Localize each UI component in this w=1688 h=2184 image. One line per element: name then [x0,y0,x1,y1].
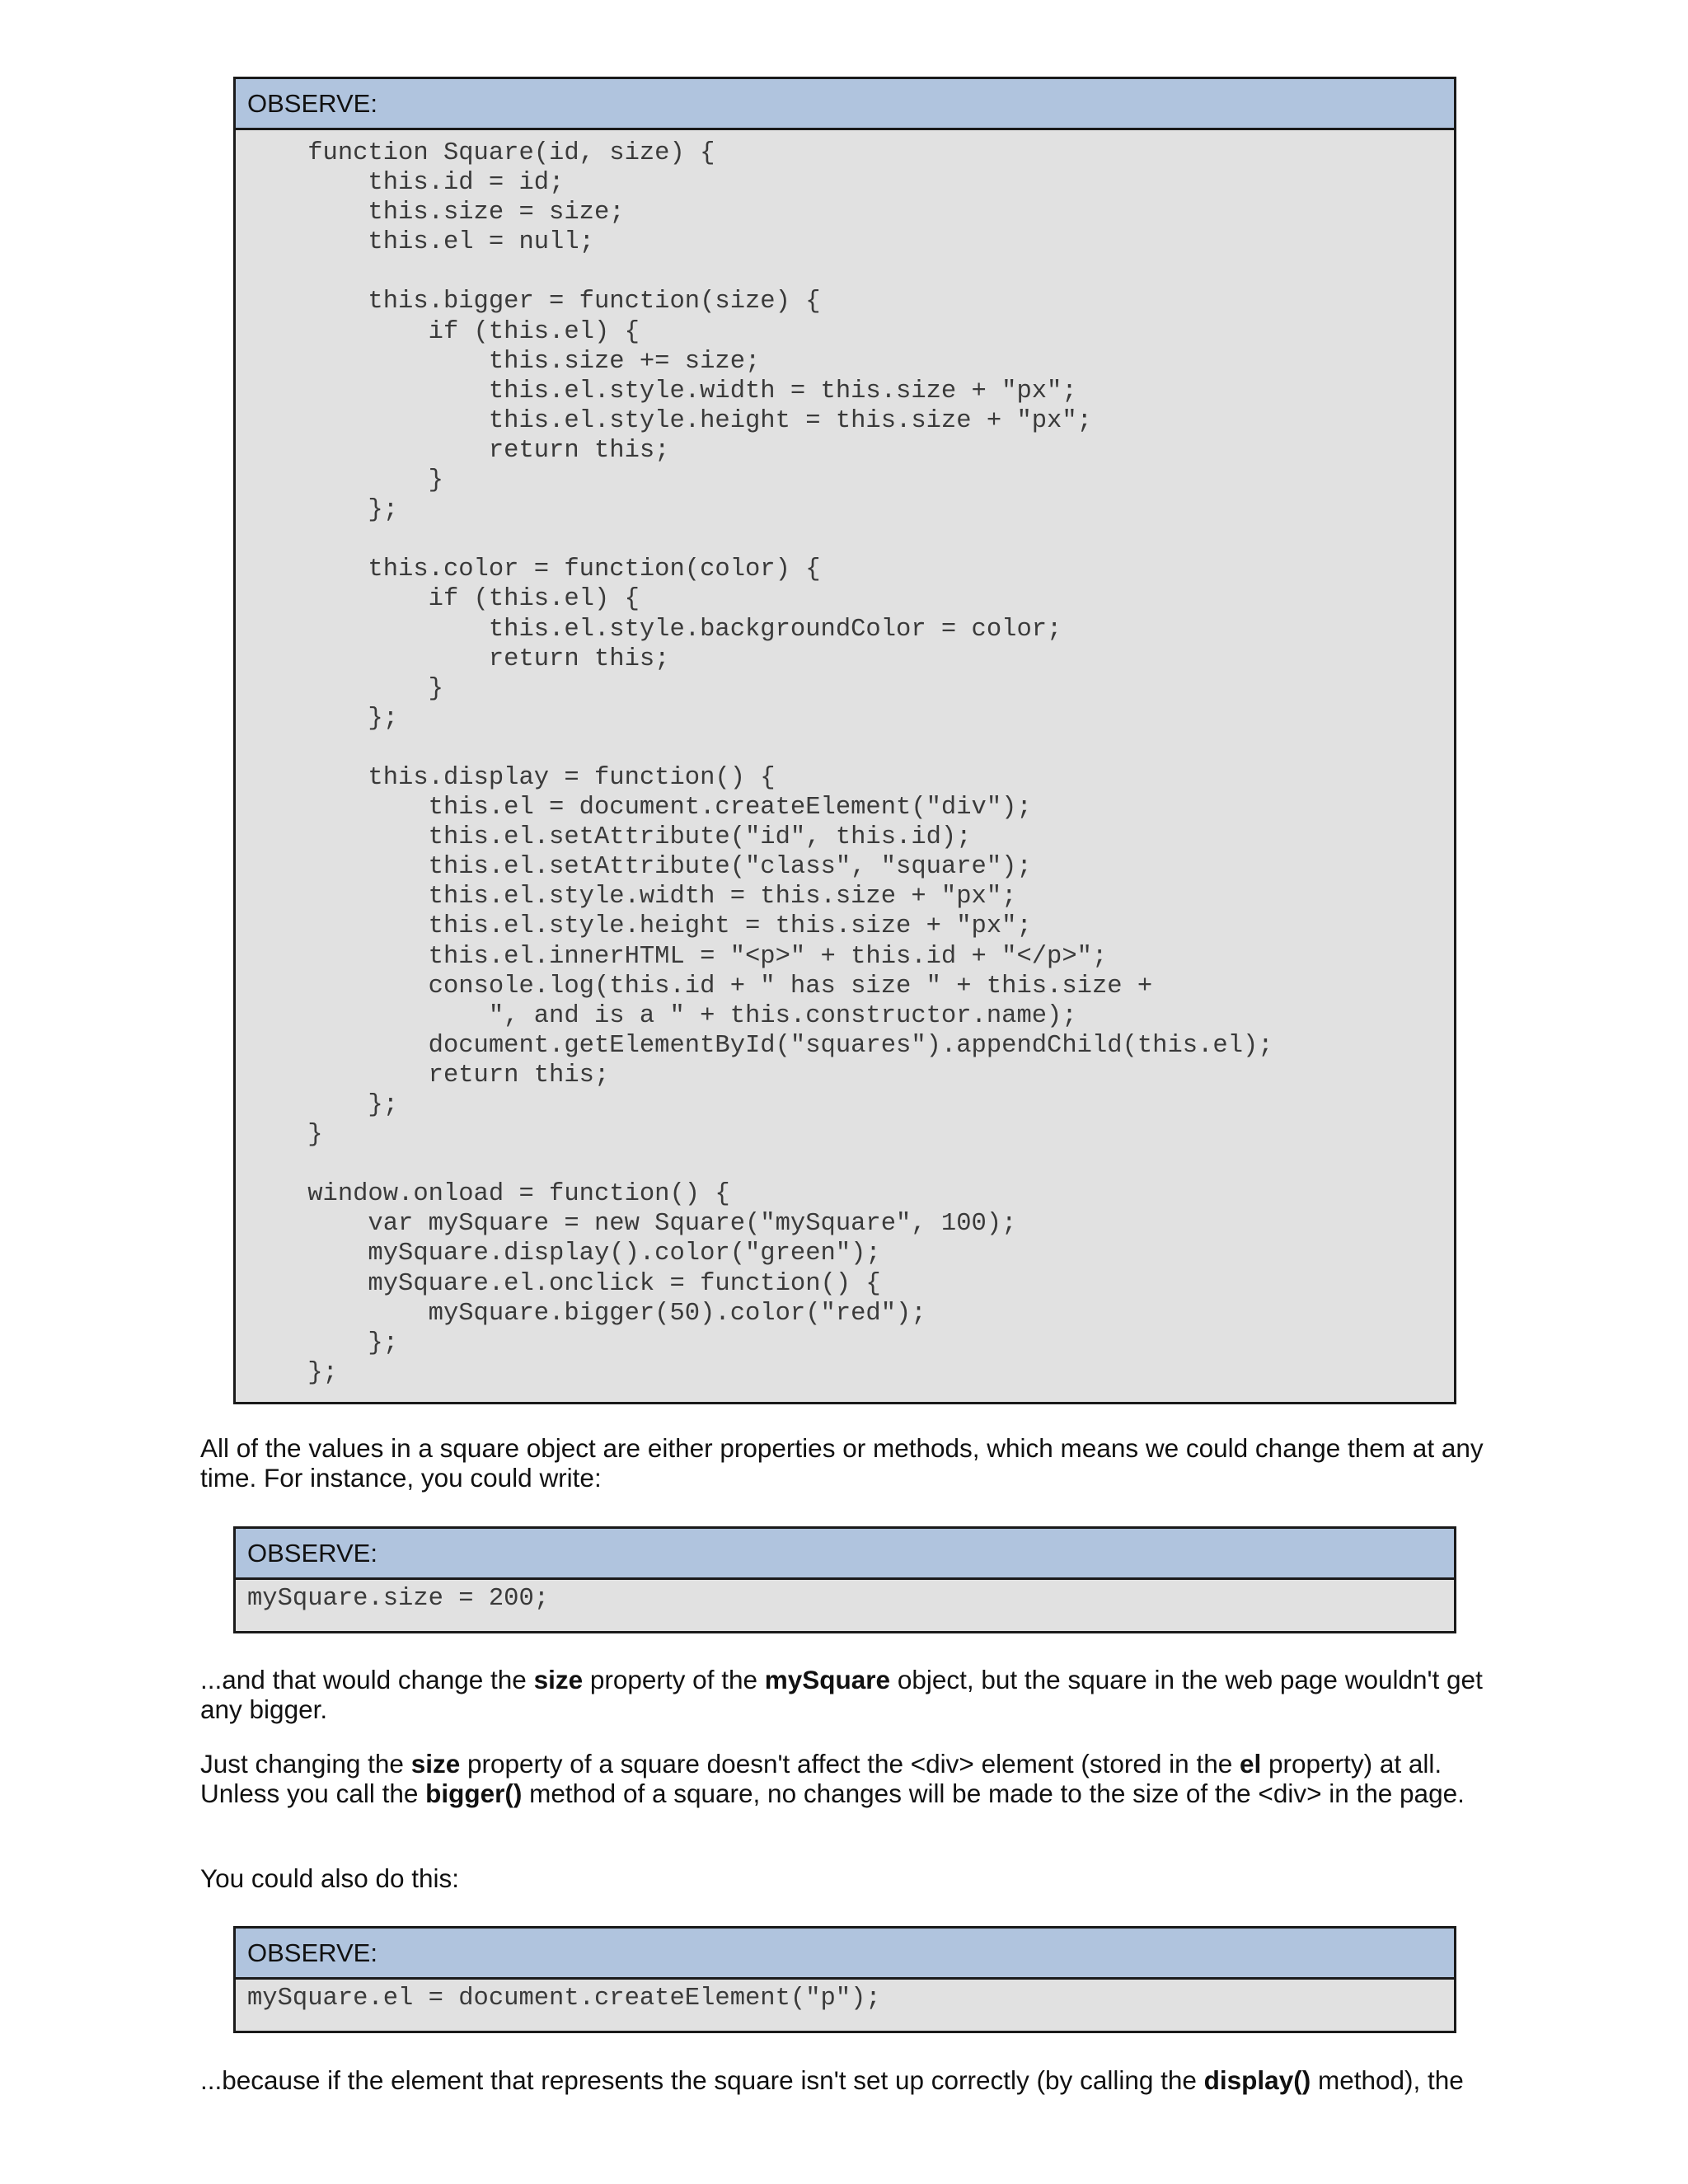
term-size: size [410,1749,461,1779]
observe-box-header: OBSERVE: [236,1929,1454,1980]
observe-box-square-code [233,77,1456,1404]
paragraph-display-method: ...because if the element that represents the square isn't set up correctly (by calling the display() method), the [200,2065,1464,2095]
code-block-el-assignment: mySquare.el = document.createElement("p"); [247,1985,881,2013]
term-el: el [1240,1749,1262,1779]
term-size: size [533,1665,584,1694]
paragraph-bigger-method: Just changing the size property of a square doesn't affect the <div> element (stored in the el property) at all. Unless you call the bigger() method of a square, no changes will be made to the size of the <div> in the page. [200,1749,1465,1808]
paragraph-properties-methods: All of the values in a square object are either properties or methods, which means we could change them at any time. For instance, you could write: [200,1433,1484,1493]
code-block-size-assignment: mySquare.size = 200; [247,1585,550,1613]
observe-box-size-assignment [233,1526,1456,1633]
term-mysquare: mySquare [764,1665,891,1694]
observe-box-el-assignment [233,1926,1456,2033]
code-block-square-constructor: function Square(id, size) { this.id = id; this.size = size; this.el = null; this.bigger = function(size) { if (this.el) { this.size += size; this.el.style.width = this.size + "px"; this.el.style.height = this.size + "px"; return this; } }; this.color = function(color) { if (this.el) { this.el.style.backgroundColor = color; return this; } }; this.display = function() { this.el = document.createElement("div"); this.el.setAttribute("id", this.id); this.el.setAttribute("class", "square"); this.el.style.width = this.size + "px"; this.el.style.height = this.size + "px"; this.el.innerHTML = "<p>" + this.id + "</p>"; console.log(this.id + " has size " + this.size + ", and is a " + this.constructor.name); document.getElementById("squares").appendChild(this.el); return this; }; } window.onload = function() { var mySquare = new Square("mySquare", 100); mySquare.display().color("green"); mySquare.el.onclick = function() { mySquare.bigger(50).color("red"); }; }; [307,139,1273,1387]
term-bigger: bigger() [425,1779,523,1808]
term-display: display() [1203,2065,1311,2095]
paragraph-also-do-this: You could also do this: [200,1863,460,1893]
observe-box-header: OBSERVE: [236,79,1454,130]
paragraph-size-change-effect: ...and that would change the size property of the mySquare object, but the square in the web page wouldn't get any bigger. [200,1665,1483,1724]
observe-box-header: OBSERVE: [236,1529,1454,1580]
